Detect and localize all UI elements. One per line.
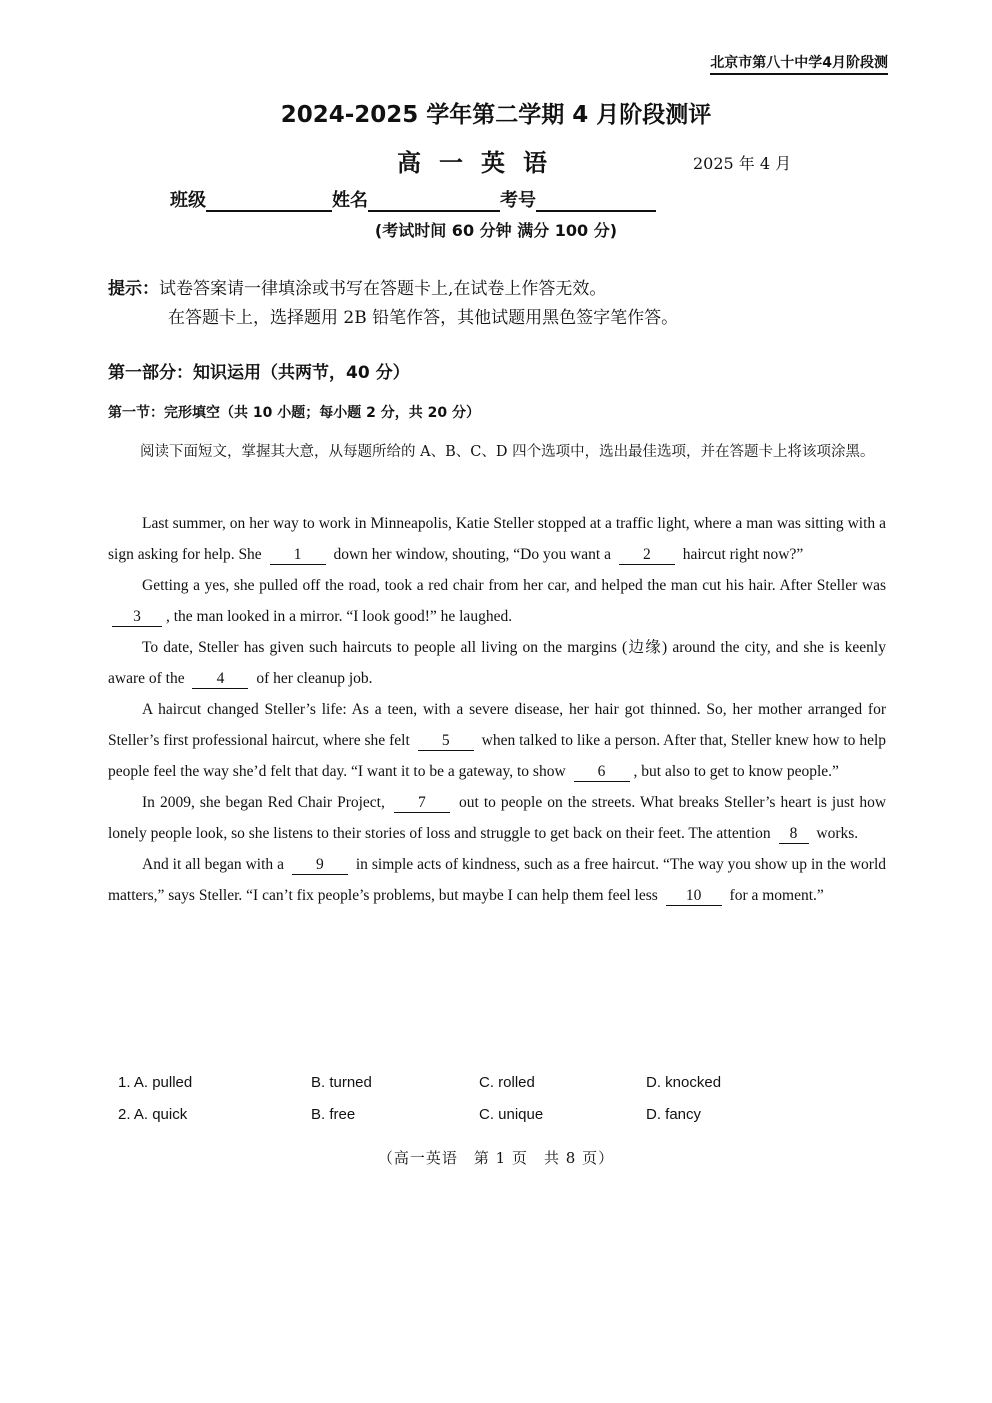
class-label: 班级 — [170, 190, 206, 211]
passage-paragraph: A haircut changed Steller’s life: As a teen, with a severe disease, her hair got thinned. So, her mother arranged for Steller’s first professional haircut, where she felt 5 when talked to like a person. After that, Steller knew how to help people feel the way she’d felt that day. “I want it to be a gateway, to show 6 , but also to get to know people.” — [108, 701, 887, 780]
option-c: C. unique — [479, 1105, 544, 1123]
number-label: 考号 — [500, 190, 536, 211]
blank-10: 10 — [666, 887, 722, 906]
number-field[interactable] — [536, 190, 656, 212]
exam-title: 2024-2025 学年第二学期 4 月阶段测评 — [280, 102, 712, 128]
exam-time-note: (考试时间 60 分钟 满分 100 分) — [374, 221, 618, 240]
page-footer: （高一英语 第 1 页 共 8 页） — [377, 1149, 615, 1167]
passage-paragraph: And it all began with a 9 in simple acts of kindness, such as a free haircut. “The way you show up in the world matters,” says Steller. “I can’t fix people’s problems, but maybe I can help them feel less 10 for a moment.” — [108, 856, 887, 904]
notice-line-1: 试卷答案请一律填涂或书写在答题卡上,在试卷上作答无效。 — [159, 279, 607, 299]
option-d: D. fancy — [646, 1105, 702, 1123]
notice-line-2: 在答题卡上，选择题用 2B 铅笔作答，其他试题用黑色签字笔作答。 — [168, 308, 679, 328]
cloze-passage — [108, 508, 886, 911]
student-info-fields — [170, 186, 656, 212]
blank-1: 1 — [270, 546, 326, 565]
option-b: B. free — [311, 1105, 356, 1123]
notice-label: 提示： — [108, 279, 159, 299]
blank-2: 2 — [619, 546, 675, 565]
blank-4: 4 — [192, 670, 248, 689]
passage-paragraph: To date, Steller has given such haircuts to people all living on the margins (边缘) around the city, and she is keenly aware of the 4 of her cleanup job. — [108, 639, 886, 687]
passage-paragraph: Last summer, on her way to work in Minneapolis, Katie Steller stopped at a traffic light, where a man was sitting with a sign asking for help. She 1 down her window, shouting, “Do you want a 2 haircut right now?” — [108, 515, 886, 563]
section-1-title: 第一节：完形填空（共 10 小题；每小题 2 分，共 20 分） — [108, 405, 480, 421]
blank-3: 3 — [112, 608, 162, 627]
option-a: 1. A. pulled — [118, 1073, 193, 1091]
section-instructions: 阅读下面短文，掌握其大意，从每题所给的 A、B、C、D 四个选项中，选出最佳选项，并在答题卡上将该项涂黑。 — [140, 444, 875, 460]
option-d: D. knocked — [646, 1073, 722, 1091]
passage-paragraph: In 2009, she began Red Chair Project, 7 out to people on the streets. What breaks Steller’s heart is just how lonely people look, so she listens to their stories of loss and struggle to get back on their feet. The attention 8 works. — [108, 794, 887, 842]
school-stamp: 北京市第八十中学4月阶段测 — [710, 52, 888, 75]
question-options-1 — [118, 1066, 721, 1098]
passage-paragraph: Getting a yes, she pulled off the road, took a red chair from her car, and helped the man cut his hair. After Steller was 3 , the man looked in a mirror. “I look good!” he laughed. — [108, 570, 886, 632]
option-a: 2. A. quick — [118, 1105, 188, 1123]
blank-5: 5 — [418, 732, 474, 751]
blank-7: 7 — [394, 794, 450, 813]
option-b: B. turned — [311, 1073, 372, 1091]
option-c: C. rolled — [479, 1073, 535, 1091]
blank-9: 9 — [292, 856, 348, 875]
name-label: 姓名 — [332, 190, 368, 211]
blank-8: 8 — [779, 825, 809, 844]
exam-date: 2025 年 4 月 — [693, 154, 792, 173]
part-1-title: 第一部分：知识运用（共两节，40 分） — [108, 363, 410, 383]
class-field[interactable] — [206, 190, 332, 212]
name-field[interactable] — [368, 190, 500, 212]
answer-options — [118, 1066, 721, 1130]
notice — [108, 275, 678, 333]
blank-6: 6 — [574, 763, 630, 782]
question-options-2 — [118, 1098, 721, 1130]
exam-subject: 高一英语 — [397, 149, 565, 177]
